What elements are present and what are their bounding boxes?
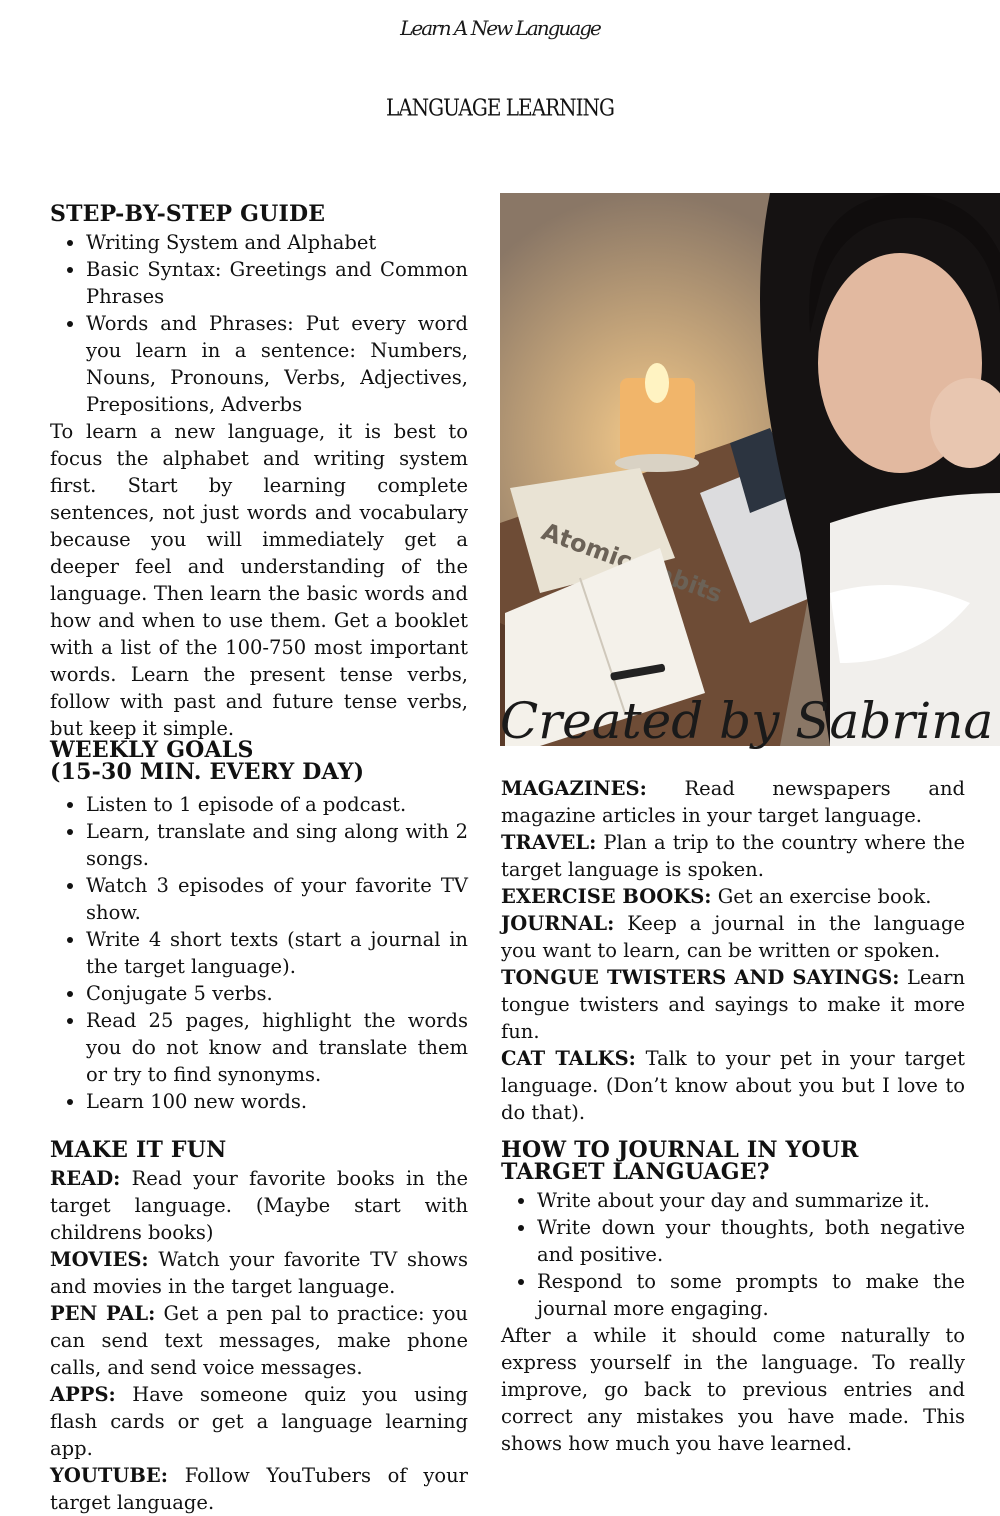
main-title: LANGUAGE LEARNING bbox=[385, 93, 615, 122]
photo-illustration bbox=[500, 193, 1000, 746]
entry-text: Read your favorite books in the target language. (Maybe start with childrens books) bbox=[50, 1167, 468, 1244]
entry-text: Keep a journal in the language you want to learn, can be written or spoken. bbox=[501, 912, 966, 962]
list-item: • Basic Syntax: Greetings and Common Phrases bbox=[86, 256, 468, 310]
entry-label: CAT TALKS: bbox=[501, 1047, 636, 1070]
entry-text: Follow YouTubers of your target language. bbox=[50, 1464, 468, 1514]
more-entry-magazines bbox=[501, 775, 965, 829]
entry-label: TONGUE TWISTERS AND SAYINGS: bbox=[501, 966, 900, 989]
step-guide-heading: STEP-BY-STEP GUIDE bbox=[50, 201, 326, 227]
signature: Created by Sabrina bbox=[500, 692, 994, 750]
fun-entry-read bbox=[50, 1165, 468, 1246]
entry-text: Learn tongue twisters and sayings to make it more fun. bbox=[501, 966, 966, 1043]
entry-label: YOUTUBE: bbox=[50, 1464, 168, 1487]
entry-label: JOURNAL: bbox=[501, 912, 615, 935]
weekly-goals-title: WEEKLY GOALS bbox=[50, 737, 254, 763]
book-title: Atomic Habits bbox=[537, 517, 726, 609]
list-item: • Writing System and Alphabet bbox=[86, 229, 468, 256]
more-entry-exercise-books bbox=[501, 883, 965, 910]
list-item: • Conjugate 5 verbs. bbox=[86, 980, 468, 1007]
step-guide-list bbox=[50, 229, 468, 418]
weekly-goals-list bbox=[50, 791, 468, 1115]
list-item: • Respond to some prompts to make the journal more engaging. bbox=[537, 1268, 965, 1322]
make-it-fun-section bbox=[50, 1139, 468, 1516]
list-item: • Words and Phrases: Put every word you learn in a sentence: Numbers, Nouns, Pronouns, Verbs, Adjectives, Prepositions, Adverbs bbox=[86, 310, 468, 418]
candle-icon bbox=[615, 363, 699, 472]
step-guide-paragraph: To learn a new language, it is best to focus the alphabet and writing system first. Start by learning complete sentences, not just words and vocabulary because you will immediately get a deeper feel and understanding of the language. Then learn the basic words and how and when to use them. Get a booklet with a list of the 100-750 most important words. Learn the present tense verbs, follow with past and future tense verbs, but keep it simple. bbox=[50, 420, 468, 740]
list-item: • Write 4 short texts (start a journal in the target language). bbox=[86, 926, 468, 980]
weekly-goals-heading bbox=[50, 739, 468, 783]
entry-label: EXERCISE BOOKS: bbox=[501, 885, 712, 908]
entry-text: Have someone quiz you using flash cards or get a language learning app. bbox=[50, 1383, 468, 1460]
step-by-step-section bbox=[50, 203, 468, 742]
journal-section bbox=[501, 1139, 965, 1457]
more-ideas-section bbox=[501, 775, 965, 1126]
weekly-goals-section bbox=[50, 739, 468, 1115]
list-item: • Read 25 pages, highlight the words you do not know and translate them or try to find synonyms. bbox=[86, 1007, 468, 1088]
list-item: • Write down your thoughts, both negative and positive. bbox=[537, 1214, 965, 1268]
entry-label: READ: bbox=[50, 1167, 121, 1190]
entry-label: APPS: bbox=[50, 1383, 116, 1406]
journal-heading: HOW TO JOURNAL IN YOUR TARGET LANGUAGE? bbox=[501, 1137, 859, 1185]
list-item: • Learn 100 new words. bbox=[86, 1088, 468, 1115]
more-entry-tongue-twisters bbox=[501, 964, 965, 1045]
fun-entry-apps bbox=[50, 1381, 468, 1462]
make-it-fun-heading: MAKE IT FUN bbox=[50, 1137, 227, 1163]
more-entry-travel bbox=[501, 829, 965, 883]
entry-text: Plan a trip to the country where the target language is spoken. bbox=[501, 831, 965, 881]
entry-label: MAGAZINES: bbox=[501, 777, 647, 800]
journal-paragraph: After a while it should come naturally to express yourself in the language. To really improve, go back to previous entries and correct any mistakes you have made. This shows how much you have learned. bbox=[501, 1324, 965, 1455]
entry-text: Watch your favorite TV shows and movies in the target language. bbox=[50, 1248, 468, 1298]
journal-list bbox=[501, 1187, 965, 1322]
list-item: • Write about your day and summarize it. bbox=[537, 1187, 965, 1214]
entry-text: Read newspapers and magazine articles in your target language. bbox=[501, 777, 965, 827]
more-entry-journal bbox=[501, 910, 965, 964]
weekly-goals-subtitle: (15-30 MIN. EVERY DAY) bbox=[50, 759, 365, 785]
fun-entry-pen-pal bbox=[50, 1300, 468, 1381]
list-item: • Watch 3 episodes of your favorite TV show. bbox=[86, 872, 468, 926]
list-item: • Listen to 1 episode of a podcast. bbox=[86, 791, 468, 818]
list-item: • Learn, translate and sing along with 2 songs. bbox=[86, 818, 468, 872]
entry-text: Get an exercise book. bbox=[717, 885, 932, 908]
entry-text: Get a pen pal to practice: you can send text messages, make phone calls, and send voice messages. bbox=[50, 1302, 468, 1379]
entry-label: PEN PAL: bbox=[50, 1302, 156, 1325]
lifestyle-photo bbox=[500, 193, 1000, 746]
entry-label: MOVIES: bbox=[50, 1248, 149, 1271]
fun-entry-youtube bbox=[50, 1462, 468, 1516]
fun-entry-movies bbox=[50, 1246, 468, 1300]
more-entry-cat-talks bbox=[501, 1045, 965, 1126]
entry-text: Talk to your pet in your target language. (Don’t know about you but I love to do that). bbox=[501, 1047, 965, 1124]
script-title: Learn A New Language bbox=[400, 16, 600, 40]
entry-label: TRAVEL: bbox=[501, 831, 597, 854]
